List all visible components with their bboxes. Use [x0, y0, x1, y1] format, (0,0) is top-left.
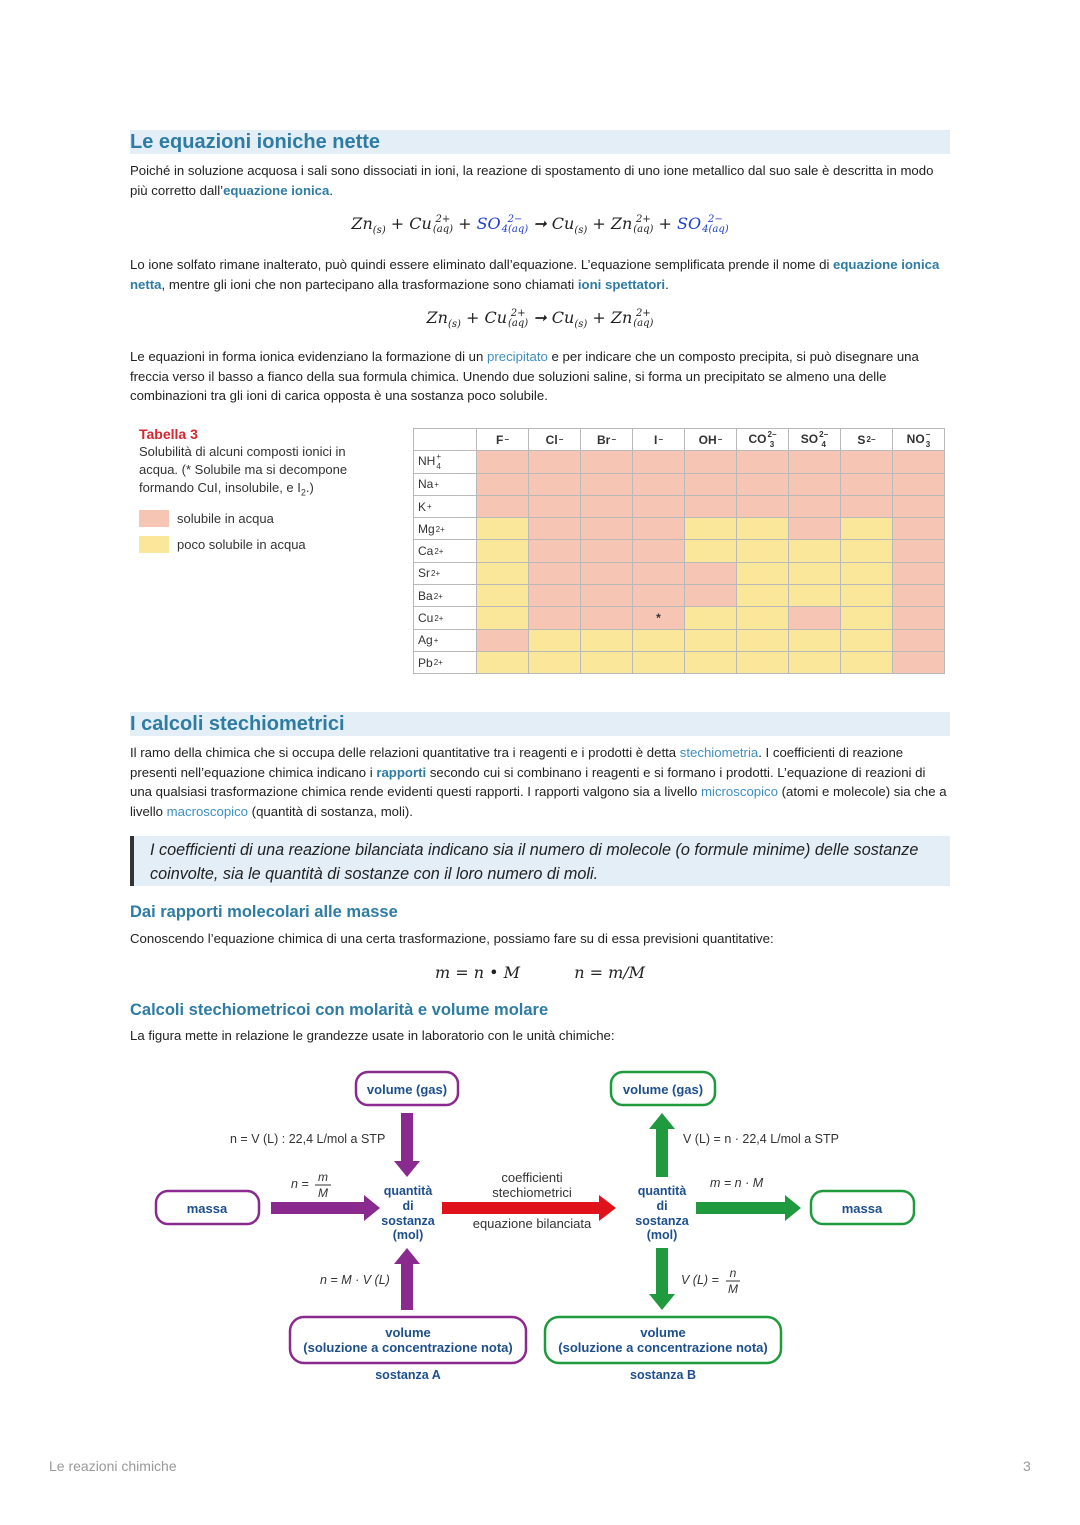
solubility-cell — [581, 607, 633, 629]
solubility-cell — [685, 473, 737, 495]
solubility-cell — [789, 518, 841, 540]
arrow-gas-to-qty-a — [401, 1113, 413, 1165]
row-header: K + — [414, 495, 477, 517]
solubility-cell — [737, 495, 789, 517]
solubility-cell — [529, 585, 581, 607]
solubility-cell — [737, 540, 789, 562]
legend-poco-soluble: poco solubile in acqua — [139, 536, 306, 553]
solubility-cell — [581, 585, 633, 607]
solubility-cell — [633, 451, 685, 473]
column-header: NO − 3 — [893, 429, 945, 451]
arrow-sol-to-qty-a — [401, 1262, 413, 1310]
solubility-cell — [893, 495, 945, 517]
solubility-cell — [841, 585, 893, 607]
solubility-cell — [633, 473, 685, 495]
column-header: OH − — [685, 429, 737, 451]
qty-b-line1: quantità — [637, 1184, 687, 1198]
solubility-cell — [529, 607, 581, 629]
solubility-cell — [737, 518, 789, 540]
label-n-v: n = V (L) : 22,4 L/mol a STP — [230, 1132, 386, 1146]
label-n-eq: n = — [291, 1177, 309, 1191]
solubility-cell — [477, 518, 529, 540]
legend-soluble: solubile in acqua — [139, 510, 274, 527]
column-header: Br − — [581, 429, 633, 451]
solubility-cell — [477, 607, 529, 629]
solubility-cell — [893, 518, 945, 540]
row-header: Ca 2+ — [414, 540, 477, 562]
solubility-cell — [789, 607, 841, 629]
label-n-den: M — [318, 1186, 328, 1200]
row-header: NH + 4 — [414, 451, 477, 473]
label-eq-bilanciata: equazione bilanciata — [472, 1216, 592, 1231]
solubility-cell — [789, 540, 841, 562]
mass-formulas — [130, 963, 950, 982]
qty-a-line3: sostanza — [381, 1214, 435, 1228]
solubility-cell — [581, 451, 633, 473]
solubility-cell — [529, 562, 581, 584]
solubility-cell — [581, 540, 633, 562]
paragraph-ionic-intro: Poiché in soluzione acquosa i sali sono dissociati in ioni, la reazione di spostamento di uno ione metallico dal suo sale è descritta in modo più corretto dall’equazione ionica. — [130, 163, 934, 198]
solubility-cell — [841, 495, 893, 517]
label-coeff-2: stechiometrici — [492, 1185, 572, 1200]
solubility-cell — [477, 451, 529, 473]
solubility-cell: * — [633, 607, 685, 629]
table-row — [414, 518, 945, 540]
solubility-cell — [685, 629, 737, 651]
solubility-cell — [477, 629, 529, 651]
solubility-cell — [841, 629, 893, 651]
solubility-cell — [477, 651, 529, 673]
solubility-cell — [685, 540, 737, 562]
solubility-cell — [529, 473, 581, 495]
table-row — [414, 607, 945, 629]
row-header: Na + — [414, 473, 477, 495]
solubility-cell — [841, 540, 893, 562]
solubility-cell — [841, 451, 893, 473]
arrowhead-qty-a-to-qty-b — [599, 1195, 616, 1221]
solubility-cell — [789, 495, 841, 517]
label-coeff-1: coefficienti — [501, 1170, 563, 1185]
text-vol-sol-b-1: volume — [640, 1325, 686, 1340]
label-v-eq: V (L) = — [681, 1273, 719, 1287]
solubility-cell — [529, 451, 581, 473]
arrowhead-qty-to-massa-b — [785, 1195, 801, 1221]
solubility-cell — [893, 473, 945, 495]
label-n-num: m — [318, 1170, 328, 1184]
row-header: Mg 2+ — [414, 518, 477, 540]
table-row — [414, 451, 945, 473]
arrow-qty-to-gas-b — [656, 1127, 668, 1177]
legend-swatch-soluble — [139, 510, 169, 527]
solubility-cell — [737, 651, 789, 673]
link-ioni-spettatori[interactable]: ioni spettatori — [577, 276, 666, 292]
solubility-cell — [633, 518, 685, 540]
text-vol-sol-a-1: volume — [385, 1325, 431, 1340]
solubility-cell — [529, 651, 581, 673]
column-header: CO 2− 3 — [737, 429, 789, 451]
table3-caption: Tabella 3 Solubilità di alcuni composti ionici in acqua. (* Solubile ma si decompone formando CuI, insolubile, e $I_2$.) — [139, 425, 379, 502]
text-volume-gas-b: volume (gas) — [622, 1082, 704, 1097]
row-header: Sr 2+ — [414, 562, 477, 584]
solubility-cell — [633, 651, 685, 673]
legend-swatch-poco — [139, 536, 169, 553]
arrowhead-qty-to-sol-b — [649, 1294, 675, 1310]
solubility-cell — [789, 629, 841, 651]
solubility-cell — [529, 495, 581, 517]
row-header: Pb 2+ — [414, 651, 477, 673]
arrowhead-qty-to-gas-b — [649, 1113, 675, 1129]
table-row — [414, 651, 945, 673]
solubility-cell — [685, 585, 737, 607]
label-sostanza-b: sostanza B — [630, 1368, 696, 1382]
label-m-n-M: m = n · M — [710, 1176, 764, 1190]
arrow-qty-a-to-qty-b — [442, 1202, 602, 1214]
solubility-cell — [841, 651, 893, 673]
solubility-cell — [581, 473, 633, 495]
solubility-cell — [633, 629, 685, 651]
section-heading-ionic: Le equazioni ioniche nette — [130, 130, 950, 154]
solubility-cell — [737, 451, 789, 473]
solubility-cell — [633, 540, 685, 562]
solubility-cell — [893, 562, 945, 584]
ionic-equation: $Zn_{(s)} + Cu$ 2+ (aq) + SO 2− 4(aq) ➞ $Cu_{(s)} + Zn$ 2+ (aq) + SO 2− 4(aq) — [351, 213, 729, 237]
column-header: Cl − — [529, 429, 581, 451]
arrowhead-sol-to-qty-a — [394, 1248, 420, 1264]
solubility-cell — [737, 562, 789, 584]
text-volume-gas-a: volume (gas) — [366, 1082, 448, 1097]
table-row — [414, 540, 945, 562]
formula-n: n = m/M — [574, 963, 646, 982]
solubility-cell — [789, 473, 841, 495]
text-massa-a: massa — [186, 1201, 228, 1216]
link-rapporti[interactable]: rapporti — [376, 764, 427, 780]
solubility-cell — [529, 629, 581, 651]
solubility-cell — [477, 473, 529, 495]
qty-b-line2: di — [656, 1199, 668, 1213]
paragraph-stoichiometry: Il ramo della chimica che si occupa delle relazioni quantitative tra i reagenti e i prodotti è detta stechiometria. I coefficienti di reazione presenti nell’equazione chimica indicano i rapporti secondo cui si combinano i reagenti e si formano i prodotti. L’equazione di reazioni di una qualsiasi trasformazione chimica rende evidenti questi rapporti. I rapporti valgono sia a livello microscopico (atomi e molecole) sia che a livello macroscopico (quantità di sostanza, moli). — [130, 745, 947, 819]
arrowhead-gas-to-qty-a — [394, 1161, 420, 1177]
column-header: F − — [477, 429, 529, 451]
solubility-cell — [893, 585, 945, 607]
label-sostanza-a: sostanza A — [375, 1368, 441, 1382]
table-corner — [414, 429, 477, 451]
arrow-massa-to-qty-a — [271, 1202, 367, 1214]
link-stechiometria[interactable]: stechiometria — [679, 745, 759, 760]
solubility-cell — [893, 540, 945, 562]
link-microscopico[interactable]: microscopico — [701, 784, 778, 800]
solubility-cell — [841, 518, 893, 540]
section-heading-stoich: I calcoli stechiometrici — [130, 712, 950, 736]
footer-page-number: 3 — [1023, 1458, 1031, 1474]
solubility-cell — [737, 607, 789, 629]
arrow-qty-to-sol-b — [656, 1248, 668, 1296]
highlight-quote: I coefficienti di una reazione bilanciata indicano sia il numero di molecole (o formule minime) delle sostanze coinvolte, sia le quantità di sostanze con il loro numero di moli. — [130, 836, 950, 886]
text-massa-b: massa — [841, 1201, 883, 1216]
text-vol-sol-b-2: (soluzione a concentrazione nota) — [558, 1340, 768, 1355]
link-precipitato[interactable]: precipitato — [487, 349, 548, 364]
solubility-cell — [581, 651, 633, 673]
net-ionic-equation: $Zn_{(s)} + Cu$ 2+ (aq) ➞ $Cu_{(s)} + Zn$ 2+ (aq) — [426, 307, 654, 331]
label-v-num: n — [729, 1266, 737, 1280]
row-header: Ba 2+ — [414, 585, 477, 607]
qty-a-line1: quantità — [383, 1184, 433, 1198]
solubility-cell — [633, 495, 685, 517]
solubility-cell — [581, 629, 633, 651]
solubility-cell — [685, 651, 737, 673]
solubility-cell — [893, 629, 945, 651]
paragraph-net-ionic: Lo ione solfato rimane inalterato, può quindi essere eliminato dall’equazione. L’equazione semplificata prende il nome di equazione ionica netta, mentre gli ioni che non partecipano alla trasformazione sono chiamati ioni spettatori. — [130, 257, 940, 292]
solubility-cell — [581, 562, 633, 584]
solubility-cell — [581, 495, 633, 517]
solubility-cell — [685, 495, 737, 517]
row-header: Ag + — [414, 629, 477, 651]
solubility-cell — [477, 495, 529, 517]
arrowhead-massa-to-qty-a — [364, 1195, 380, 1221]
solubility-cell — [841, 562, 893, 584]
paragraph-quantitative: Conoscendo l’equazione chimica di una certa trasformazione, possiamo fare su di essa previsioni quantitative: — [130, 931, 774, 946]
solubility-cell — [581, 518, 633, 540]
label-v-den: M — [728, 1282, 738, 1296]
link-equazione-ionica[interactable]: equazione ionica — [223, 182, 330, 198]
solubility-cell — [893, 651, 945, 673]
qty-b-line4: (mol) — [646, 1228, 678, 1242]
solubility-cell — [529, 540, 581, 562]
label-n-M-V: n = M · V (L) — [320, 1273, 390, 1287]
arrow-qty-to-massa-b — [696, 1202, 788, 1214]
solubility-cell — [789, 651, 841, 673]
column-header: S 2− — [841, 429, 893, 451]
solubility-cell — [789, 562, 841, 584]
solubility-cell — [789, 585, 841, 607]
solubility-cell — [893, 607, 945, 629]
solubility-cell — [477, 540, 529, 562]
solubility-cell — [529, 518, 581, 540]
label-v-n: V (L) = n · 22,4 L/mol a STP — [683, 1132, 839, 1146]
qty-a-line4: (mol) — [392, 1228, 424, 1242]
qty-b-line3: sostanza — [635, 1214, 689, 1228]
column-header: I − — [633, 429, 685, 451]
formula-m: m = n • M — [434, 963, 521, 982]
table-row — [414, 629, 945, 651]
solubility-cell — [685, 607, 737, 629]
solubility-table — [413, 428, 945, 674]
paragraph-precipitate: Le equazioni in forma ionica evidenziano la formazione di un precipitato e per indicare che un composto precipita, si può disegnare una freccia verso il basso a fianco della sua formula chimica. Unendo due soluzioni saline, si forma un precipitato se almeno una delle combinazioni tra gli ioni di carica opposta è una sostanza poco solubile. — [130, 349, 919, 404]
solubility-cell — [477, 585, 529, 607]
solubility-cell — [685, 562, 737, 584]
solubility-cell — [633, 585, 685, 607]
solubility-cell — [789, 451, 841, 473]
paragraph-figure-intro: La figura mette in relazione le grandezze usate in laboratorio con le unità chimiche: — [130, 1028, 615, 1043]
solubility-cell — [893, 451, 945, 473]
subheading-molecular-ratios: Dai rapporti molecolari alle masse — [130, 903, 398, 921]
link-equazione-netta[interactable]: equazione ionica netta — [130, 257, 940, 292]
solubility-cell — [737, 585, 789, 607]
solubility-cell — [477, 562, 529, 584]
table-row — [414, 495, 945, 517]
subheading-molarity: Calcoli stechiometricoi con molarità e volume molare — [130, 1001, 549, 1019]
text-vol-sol-a-2: (soluzione a concentrazione nota) — [303, 1340, 513, 1355]
solubility-cell — [685, 518, 737, 540]
solubility-cell — [737, 473, 789, 495]
solubility-cell — [841, 473, 893, 495]
row-header: Cu 2+ — [414, 607, 477, 629]
table-row — [414, 562, 945, 584]
solubility-cell — [841, 607, 893, 629]
table-row — [414, 473, 945, 495]
column-header: SO 2− 4 — [789, 429, 841, 451]
qty-a-line2: di — [402, 1199, 414, 1213]
solubility-cell — [737, 629, 789, 651]
table3-title: Tabella 3 — [139, 426, 198, 442]
solubility-cell — [633, 562, 685, 584]
footer-chapter-title: Le reazioni chimiche — [49, 1458, 177, 1474]
link-macroscopico[interactable]: macroscopico — [166, 803, 249, 819]
solubility-cell — [685, 451, 737, 473]
table-row — [414, 585, 945, 607]
stoichiometry-diagram — [150, 1065, 930, 1395]
